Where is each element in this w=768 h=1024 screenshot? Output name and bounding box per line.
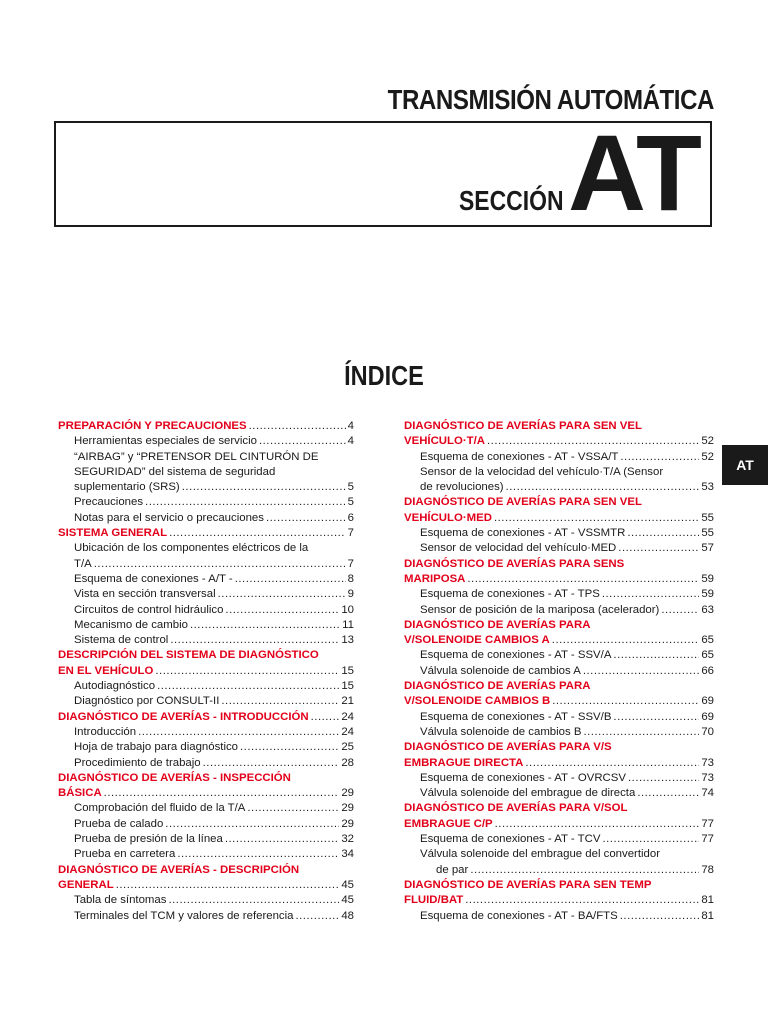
dot-leader xyxy=(602,587,700,602)
toc-entry[interactable] xyxy=(404,541,714,556)
dot-leader xyxy=(637,786,699,801)
toc-section-entry[interactable] xyxy=(58,710,354,725)
toc-section-entry[interactable] xyxy=(58,526,354,541)
toc-entry[interactable] xyxy=(58,618,354,633)
toc-section-entry[interactable] xyxy=(404,434,714,449)
dot-leader xyxy=(266,511,346,526)
toc-entry-text: Esquema de conexiones - AT - SSV/B xyxy=(420,710,612,723)
toc-entry-text: EN EL VEHÍCULO xyxy=(58,664,154,677)
dot-leader xyxy=(465,893,699,908)
dot-leader xyxy=(145,495,346,510)
toc-entry[interactable] xyxy=(404,664,714,679)
toc-entry[interactable] xyxy=(58,725,354,740)
toc-entry-text: EMBRAGUE DIRECTA xyxy=(404,756,524,769)
toc-entry[interactable] xyxy=(58,847,354,862)
toc-page-number: 52 xyxy=(701,435,714,448)
dot-leader xyxy=(487,434,699,449)
toc-section-entry[interactable] xyxy=(58,878,354,893)
toc-page-number: 32 xyxy=(341,833,354,846)
toc-entry xyxy=(58,450,354,465)
toc-entry-text: Prueba de presión de la línea xyxy=(74,833,223,846)
toc-entry-text: Sensor de la velocidad del vehículo·T/A (Sensor xyxy=(420,465,664,478)
toc-entry-text: Esquema de conexiones - AT - VSSMTR xyxy=(420,527,626,540)
toc-entry-text: DIAGNÓSTICO DE AVERÍAS - INSPECCIÓN xyxy=(58,771,291,784)
toc-entry[interactable] xyxy=(58,511,354,526)
dot-leader xyxy=(169,526,346,541)
dot-leader xyxy=(235,572,346,587)
toc-entry-text: DESCRIPCIÓN DEL SISTEMA DE DIAGNÓSTICO xyxy=(58,649,319,662)
toc-entry-text: SISTEMA GENERAL xyxy=(58,527,168,540)
toc-entry-text: Esquema de conexiones - AT - VSSA/T xyxy=(420,450,619,463)
toc-entry[interactable] xyxy=(58,679,354,694)
dot-leader xyxy=(506,480,700,495)
toc-entry-text: Válvula solenoide de cambios B xyxy=(420,725,582,738)
toc-page-number: 70 xyxy=(701,725,714,738)
toc-entry-text: Válvula solenoide de cambios A xyxy=(420,664,581,677)
toc-page-number: 8 xyxy=(347,572,354,585)
toc-entry-text: Válvula solenoide del embrague de directa xyxy=(420,787,636,800)
document-title: TRANSMISIÓN AUTOMÁTICA xyxy=(387,84,714,115)
toc-page-number: 45 xyxy=(341,878,354,891)
toc-entry-text: Sistema de control xyxy=(74,634,169,647)
toc-section-entry[interactable] xyxy=(58,419,354,434)
toc-entry[interactable] xyxy=(58,587,354,602)
toc-entry-text: Esquema de conexiones - AT - BA/FTS xyxy=(420,909,618,922)
toc-page-number: 45 xyxy=(341,894,354,907)
index-title: ÍNDICE xyxy=(344,360,424,391)
toc-page-number: 24 xyxy=(341,710,354,723)
toc-page-number: 4 xyxy=(347,420,354,432)
toc-entry[interactable] xyxy=(404,710,714,725)
toc-entry-text: Prueba en carretera xyxy=(74,848,176,861)
toc-page-number: 81 xyxy=(701,894,714,907)
toc-entry-text: BÁSICA xyxy=(58,787,102,800)
toc-page-number: 65 xyxy=(701,634,714,647)
toc-entry-text: Precauciones xyxy=(74,496,144,509)
toc-section-entry[interactable] xyxy=(404,572,714,587)
toc-entry[interactable] xyxy=(58,832,354,847)
section-code: AT xyxy=(568,112,700,233)
toc-page-number: 29 xyxy=(341,787,354,800)
dot-leader xyxy=(628,771,699,786)
toc-page-number: 74 xyxy=(701,787,714,800)
dot-leader xyxy=(552,633,700,648)
toc-entry-text: DIAGNÓSTICO DE AVERÍAS PARA SEN VEL xyxy=(404,420,642,432)
toc-entry-text: DIAGNÓSTICO DE AVERÍAS PARA xyxy=(404,680,591,693)
toc-page-number: 21 xyxy=(341,695,354,708)
toc-page-number: 65 xyxy=(701,649,714,662)
toc-entry-text: Vista en sección transversal xyxy=(74,588,216,601)
toc-entry-text: GENERAL xyxy=(58,878,114,891)
dot-leader xyxy=(104,786,340,801)
dot-leader xyxy=(249,419,346,434)
toc-page-number: 77 xyxy=(701,817,714,830)
toc-page-number: 5 xyxy=(347,481,354,494)
toc-page-number: 11 xyxy=(342,618,354,631)
toc-entry xyxy=(58,465,354,480)
toc-entry-text: DIAGNÓSTICO DE AVERÍAS PARA V/SOL xyxy=(404,802,628,815)
toc-entry-text: DIAGNÓSTICO DE AVERÍAS PARA SENS xyxy=(404,557,625,570)
toc-page-number: 77 xyxy=(701,833,714,846)
dot-leader xyxy=(165,817,339,832)
toc-entry-text: Introducción xyxy=(74,725,137,738)
toc-page-number: 57 xyxy=(701,542,714,555)
section-label: SECCIÓN xyxy=(459,185,564,216)
toc-entry[interactable] xyxy=(404,786,714,801)
toc-entry-text: Diagnóstico por CONSULT-II xyxy=(74,695,220,708)
toc-entry-text: Sensor de posición de la mariposa (acelerador) xyxy=(420,603,660,616)
toc-entry-text: Ubicación de los componentes eléctricos de la xyxy=(74,542,309,555)
dot-leader xyxy=(225,603,339,618)
dot-leader xyxy=(240,740,339,755)
toc-entry-text: Procedimiento de trabajo xyxy=(74,756,201,769)
toc-section-entry xyxy=(404,557,714,572)
toc-page-number: 28 xyxy=(341,756,354,769)
toc-page-number: 24 xyxy=(341,725,354,738)
toc-entry-text: DIAGNÓSTICO DE AVERÍAS PARA SEN VEL xyxy=(404,496,642,509)
dot-leader xyxy=(495,817,700,832)
toc-entry[interactable] xyxy=(404,603,714,618)
toc-entry[interactable] xyxy=(404,648,714,663)
toc-entry-text: Esquema de conexiones - AT - TCV xyxy=(420,833,601,846)
toc-page-number: 7 xyxy=(347,527,354,540)
dot-leader xyxy=(94,557,346,572)
toc-entry-text: V/SOLENOIDE CAMBIOS B xyxy=(404,695,551,708)
toc-entry-text: DIAGNÓSTICO DE AVERÍAS - DESCRIPCIÓN xyxy=(58,863,300,876)
dot-leader xyxy=(218,587,346,602)
toc-entry-text: Sensor de velocidad del vehículo·MED xyxy=(420,542,617,555)
toc-entry-text: Esquema de conexiones - A/T - xyxy=(74,572,233,585)
dot-leader xyxy=(583,664,699,679)
toc-page-number: 69 xyxy=(701,695,714,708)
dot-leader xyxy=(182,480,346,495)
toc-page-number: 25 xyxy=(341,741,354,754)
toc-section-entry[interactable] xyxy=(404,633,714,648)
toc-page-number: 53 xyxy=(701,481,714,494)
toc-page-number: 29 xyxy=(341,817,354,830)
toc-entry-text: V/SOLENOIDE CAMBIOS A xyxy=(404,634,550,647)
dot-leader xyxy=(203,756,340,771)
toc-entry-text: MARIPOSA xyxy=(404,572,466,585)
toc-entry-text: T/A xyxy=(74,557,92,570)
toc-entry xyxy=(404,847,714,862)
toc-page-number: 34 xyxy=(341,848,354,861)
toc-entry-text: SEGURIDAD” del sistema de seguridad xyxy=(74,465,276,478)
toc-entry[interactable] xyxy=(404,771,714,786)
dot-leader xyxy=(618,541,699,556)
toc-entry-text: suplementario (SRS) xyxy=(74,481,180,494)
toc-entry-text: DIAGNÓSTICO DE AVERÍAS - INTRODUCCIÓN xyxy=(58,710,309,723)
dot-leader xyxy=(620,450,699,465)
toc-entry-text: Herramientas especiales de servicio xyxy=(74,435,257,448)
dot-leader xyxy=(221,694,339,709)
toc-section-entry xyxy=(58,648,354,663)
dot-leader xyxy=(661,603,699,618)
toc-page-number: 66 xyxy=(701,664,714,677)
dot-leader xyxy=(470,863,699,878)
toc-entry-text: DIAGNÓSTICO DE AVERÍAS PARA SEN TEMP xyxy=(404,878,652,891)
toc-entry-text: “AIRBAG” y “PRETENSOR DEL CINTURÓN DE xyxy=(74,450,319,463)
toc-section-entry xyxy=(58,771,354,786)
toc-page-number: 48 xyxy=(341,909,354,922)
dot-leader xyxy=(602,832,699,847)
toc-entry-text: Autodiagnóstico xyxy=(74,680,156,693)
toc-section-entry[interactable] xyxy=(404,756,714,771)
toc-entry-text: Prueba de calado xyxy=(74,817,164,830)
toc-entry[interactable] xyxy=(58,801,354,816)
dot-leader xyxy=(467,572,699,587)
toc-left-column xyxy=(58,419,354,924)
toc-page-number: 73 xyxy=(701,756,714,769)
toc-section-entry[interactable] xyxy=(404,817,714,832)
toc-page-number: 73 xyxy=(701,771,714,784)
toc-entry-text: FLUID/BAT xyxy=(404,894,464,907)
toc-page-number: 55 xyxy=(701,511,714,524)
toc-entry[interactable] xyxy=(58,434,354,449)
toc-page-number: 5 xyxy=(347,496,354,509)
toc-entry[interactable] xyxy=(58,909,354,924)
toc-section-entry[interactable] xyxy=(58,786,354,801)
dot-leader xyxy=(620,909,700,924)
toc-entry-text: DIAGNÓSTICO DE AVERÍAS PARA V/S xyxy=(404,741,612,754)
toc-right-column xyxy=(404,419,714,924)
dot-leader xyxy=(613,710,699,725)
dot-leader xyxy=(311,710,340,725)
toc-page-number: 15 xyxy=(341,664,354,677)
toc-section-entry[interactable] xyxy=(404,694,714,709)
toc-entry[interactable] xyxy=(404,725,714,740)
toc-section-entry[interactable] xyxy=(404,893,714,908)
toc-page-number: 69 xyxy=(701,710,714,723)
toc-page-number: 6 xyxy=(347,511,354,524)
toc-entry-text: Comprobación del fluido de la T/A xyxy=(74,802,246,815)
toc-entry[interactable] xyxy=(58,694,354,709)
dot-leader xyxy=(155,664,339,679)
dot-leader xyxy=(247,801,339,816)
toc-entry-text: Esquema de conexiones - AT - SSV/A xyxy=(420,649,612,662)
toc-entry-text: PREPARACIÓN Y PRECAUCIONES xyxy=(58,420,247,432)
dot-leader xyxy=(627,526,699,541)
toc-page-number: 55 xyxy=(701,527,714,540)
dot-leader xyxy=(116,878,340,893)
toc-section-entry xyxy=(58,863,354,878)
toc-page-number: 29 xyxy=(341,802,354,815)
dot-leader xyxy=(613,648,699,663)
toc-entry-text: Mecanismo de cambio xyxy=(74,618,188,631)
toc-section-entry[interactable] xyxy=(58,664,354,679)
toc-entry xyxy=(58,541,354,556)
toc-page-number: 13 xyxy=(341,634,354,647)
toc-section-entry xyxy=(404,801,714,816)
toc-entry[interactable] xyxy=(404,863,714,878)
dot-leader xyxy=(525,756,699,771)
toc-entry[interactable] xyxy=(58,893,354,908)
toc-entry-text: EMBRAGUE C/P xyxy=(404,817,493,830)
toc-section-entry xyxy=(404,419,714,434)
dot-leader xyxy=(259,434,346,449)
toc-section-entry xyxy=(404,618,714,633)
toc-entry[interactable] xyxy=(404,587,714,602)
toc-section-entry xyxy=(404,878,714,893)
toc-entry-text: Esquema de conexiones - AT - TPS xyxy=(420,588,600,601)
toc-entry-text: VEHÍCULO·MED xyxy=(404,511,492,524)
toc-page-number: 78 xyxy=(701,863,714,876)
toc-page-number: 81 xyxy=(701,909,714,922)
toc-entry[interactable] xyxy=(404,832,714,847)
toc-section-entry[interactable] xyxy=(404,511,714,526)
toc-entry-text: Circuitos de control hidráulico xyxy=(74,603,224,616)
toc-entry-text: DIAGNÓSTICO DE AVERÍAS PARA xyxy=(404,618,591,631)
toc-entry-text: VEHÍCULO·T/A xyxy=(404,435,485,448)
toc-entry[interactable] xyxy=(58,740,354,755)
toc-entry-text: Notas para el servicio o precauciones xyxy=(74,511,264,524)
dot-leader xyxy=(170,633,339,648)
toc-entry[interactable] xyxy=(58,756,354,771)
toc-entry[interactable] xyxy=(58,633,354,648)
toc-entry[interactable] xyxy=(58,557,354,572)
dot-leader xyxy=(168,893,339,908)
toc-page-number: 15 xyxy=(341,680,354,693)
toc-page-number: 52 xyxy=(701,450,714,463)
toc-entry[interactable] xyxy=(58,495,354,510)
toc-entry-text: de revoluciones) xyxy=(420,481,504,494)
dot-leader xyxy=(157,679,339,694)
toc-section-entry xyxy=(404,679,714,694)
toc-page-number: 9 xyxy=(347,588,354,601)
toc-page-number: 7 xyxy=(347,557,354,570)
dot-leader xyxy=(225,832,340,847)
toc-entry xyxy=(404,465,714,480)
toc-entry[interactable] xyxy=(404,909,714,924)
dot-leader xyxy=(138,725,339,740)
toc-entry-text: Tabla de síntomas xyxy=(74,894,167,907)
dot-leader xyxy=(190,618,340,633)
toc-section-entry xyxy=(404,740,714,755)
section-box xyxy=(54,112,712,233)
section-tab[interactable]: AT xyxy=(722,445,768,485)
toc-page-number: 59 xyxy=(701,572,714,585)
toc-page-number: 4 xyxy=(347,435,354,448)
dot-leader xyxy=(583,725,699,740)
toc-entry[interactable] xyxy=(58,817,354,832)
toc-entry[interactable] xyxy=(58,572,354,587)
dot-leader xyxy=(177,847,339,862)
dot-leader xyxy=(295,909,339,924)
dot-leader xyxy=(494,511,699,526)
dot-leader xyxy=(552,694,699,709)
toc-entry-text: Terminales del TCM y valores de referencia xyxy=(74,909,294,922)
toc-entry[interactable] xyxy=(404,526,714,541)
toc-entry[interactable] xyxy=(404,450,714,465)
toc-entry[interactable] xyxy=(58,603,354,618)
toc-entry-text: Hoja de trabajo para diagnóstico xyxy=(74,741,239,754)
toc-entry-text: de par xyxy=(436,863,469,876)
toc-entry[interactable] xyxy=(404,480,714,495)
toc-page-number: 10 xyxy=(341,603,354,616)
toc-section-entry xyxy=(404,495,714,510)
toc-entry-text: Esquema de conexiones - AT - OVRCSV xyxy=(420,771,626,784)
toc-page-number: 59 xyxy=(701,588,714,601)
toc-entry[interactable] xyxy=(58,480,354,495)
toc-page-number: 63 xyxy=(701,603,714,616)
toc-entry-text: Válvula solenoide del embrague del convertidor xyxy=(420,848,660,861)
